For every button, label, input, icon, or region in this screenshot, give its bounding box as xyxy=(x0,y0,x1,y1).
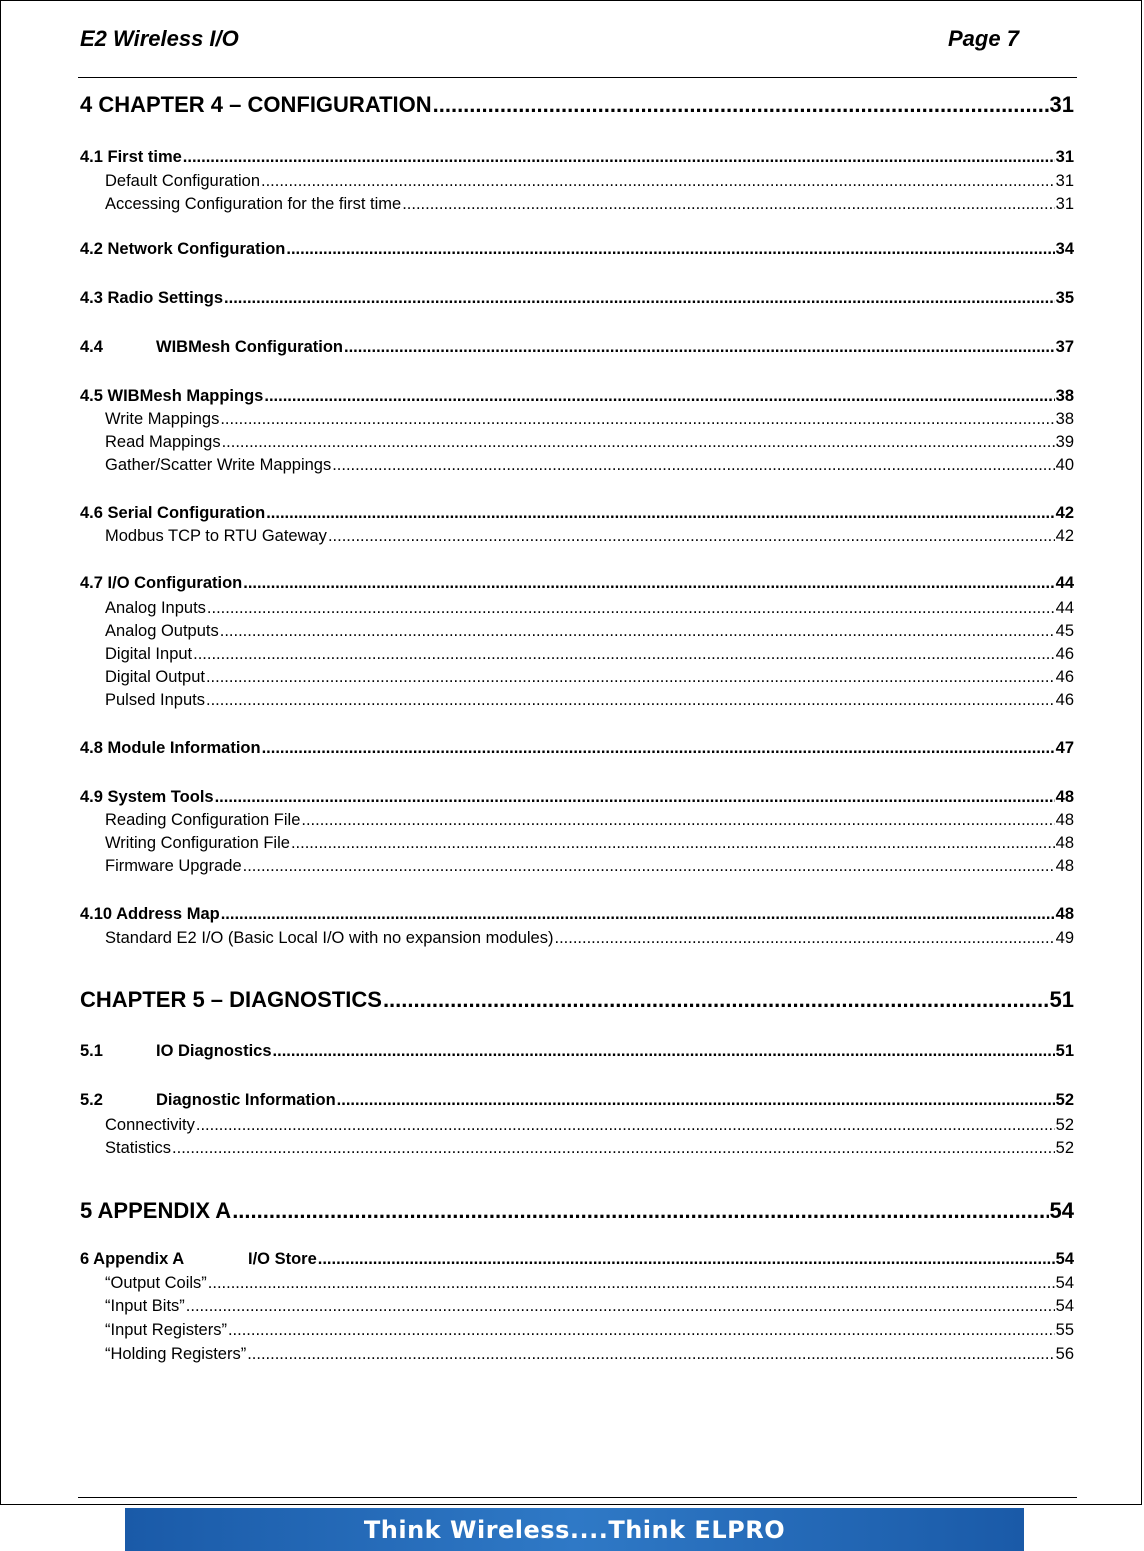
toc-entry-text: 4.6 Serial Configuration xyxy=(80,504,266,522)
toc-entry-text: Digital Output xyxy=(105,668,205,686)
toc-entry-label xyxy=(105,600,206,617)
toc-entry-text: 5 APPENDIX A xyxy=(80,1198,232,1223)
toc-entry-text: Diagnostic Information xyxy=(156,1091,336,1109)
toc-dot-leader xyxy=(207,600,1055,617)
toc-entry[interactable] xyxy=(80,835,1074,852)
toc-entry-page: 42 xyxy=(1055,504,1074,522)
toc-entry-text: “Output Coils” xyxy=(105,1274,207,1292)
toc-entry[interactable] xyxy=(80,692,1074,709)
toc-entry-label xyxy=(105,623,219,640)
footer-banner-text: Think Wireless....Think ELPRO xyxy=(363,1515,786,1544)
toc-entry-page: 54 xyxy=(1055,1250,1074,1268)
toc-entry-text: Accessing Configuration for the first time xyxy=(105,195,402,213)
toc-entry-page: 54 xyxy=(1049,1198,1074,1223)
toc-entry-page: 35 xyxy=(1055,289,1074,307)
toc-entry[interactable] xyxy=(80,1117,1074,1134)
toc-entry-text: 4.7 I/O Configuration xyxy=(80,574,243,592)
toc-entry-text: 4.3 Radio Settings xyxy=(80,289,224,307)
toc-entry-label xyxy=(105,669,205,686)
toc-entry-page: 46 xyxy=(1055,691,1074,709)
toc-entry-text: 4.10 Address Map xyxy=(80,905,220,923)
toc-entry[interactable] xyxy=(80,858,1074,875)
toc-entry-label xyxy=(80,290,223,307)
toc-entry[interactable] xyxy=(80,411,1074,428)
toc-entry[interactable] xyxy=(80,812,1074,829)
toc-entry-label xyxy=(105,858,242,875)
toc-entry-text: Default Configuration xyxy=(105,172,261,190)
toc-entry-label xyxy=(105,1275,207,1292)
toc-entry[interactable] xyxy=(80,1346,1074,1363)
toc-entry-page: 48 xyxy=(1055,834,1074,852)
toc-entry[interactable] xyxy=(80,339,1074,356)
toc-entry-label xyxy=(105,930,553,947)
toc-dot-leader xyxy=(243,575,1054,592)
toc-entry-text: Firmware Upgrade xyxy=(105,857,242,875)
toc-dot-leader xyxy=(402,196,1054,213)
toc-entry-page: 48 xyxy=(1055,857,1074,875)
toc-entry-page: 47 xyxy=(1055,739,1074,757)
toc-dot-leader xyxy=(193,646,1055,663)
toc-entry-label xyxy=(80,339,343,356)
toc-entry-page: 51 xyxy=(1055,1042,1074,1060)
toc-entry-page: 55 xyxy=(1055,1321,1074,1339)
toc-entry[interactable] xyxy=(80,173,1074,190)
toc-entry-page: 42 xyxy=(1055,527,1074,545)
toc-entry-label xyxy=(80,1200,231,1222)
toc-entry[interactable] xyxy=(80,1200,1074,1222)
toc-entry-page: 52 xyxy=(1055,1091,1074,1109)
toc-entry[interactable] xyxy=(80,1251,1074,1268)
toc-entry-page: 52 xyxy=(1055,1116,1074,1134)
toc-entry-label xyxy=(105,646,192,663)
toc-entry[interactable] xyxy=(80,575,1074,592)
toc-dot-leader xyxy=(332,457,1054,474)
toc-entry-text: IO Diagnostics xyxy=(156,1042,272,1060)
toc-entry-label xyxy=(80,789,214,806)
toc-entry-page: 46 xyxy=(1055,668,1074,686)
toc-entry-label xyxy=(105,196,401,213)
toc-entry[interactable] xyxy=(80,1298,1074,1315)
toc-entry-page: 34 xyxy=(1055,240,1074,258)
toc-entry-page: 37 xyxy=(1055,338,1074,356)
toc-dot-leader xyxy=(215,789,1055,806)
toc-dot-leader xyxy=(291,835,1055,852)
toc-entry-text: Writing Configuration File xyxy=(105,834,290,852)
toc-entry[interactable] xyxy=(80,646,1074,663)
toc-entry[interactable] xyxy=(80,290,1074,307)
toc-entry[interactable] xyxy=(80,241,1074,258)
toc-entry-page: 44 xyxy=(1055,574,1074,592)
toc-entry[interactable] xyxy=(80,989,1074,1011)
toc-entry-text: Read Mappings xyxy=(105,433,221,451)
toc-dot-leader xyxy=(206,669,1055,686)
toc-entry-page: 40 xyxy=(1055,456,1074,474)
toc-entry-text: Digital Input xyxy=(105,645,193,663)
toc-dot-leader xyxy=(243,858,1055,875)
header-rule xyxy=(78,77,1077,78)
toc-entry-text: “Input Bits” xyxy=(105,1297,185,1315)
toc-dot-leader xyxy=(220,623,1055,640)
toc-entry-label xyxy=(80,388,263,405)
toc-entry-label xyxy=(105,528,327,545)
toc-entry-label xyxy=(80,94,432,116)
toc-entry-label xyxy=(105,411,219,428)
toc-dot-leader xyxy=(247,1346,1054,1363)
toc-entry-page: 38 xyxy=(1055,387,1074,405)
toc-entry-page: 39 xyxy=(1055,433,1074,451)
toc-entry-page: 44 xyxy=(1055,599,1074,617)
toc-entry-page: 54 xyxy=(1055,1297,1074,1315)
toc-entry-number: 4.4 xyxy=(80,338,103,356)
toc-entry-label xyxy=(105,173,260,190)
toc-entry-label xyxy=(105,434,221,451)
toc-entry-text: Standard E2 I/O (Basic Local I/O with no expansion modules) xyxy=(105,929,554,947)
toc-entry-label xyxy=(80,505,265,522)
toc-dot-leader xyxy=(232,1200,1048,1222)
toc-dot-leader xyxy=(196,1117,1055,1134)
toc-dot-leader xyxy=(208,1275,1055,1292)
toc-entry-label xyxy=(80,575,242,592)
toc-entry-page: 48 xyxy=(1055,788,1074,806)
toc-entry[interactable] xyxy=(80,1092,1074,1109)
toc-dot-leader xyxy=(433,94,1049,116)
toc-entry[interactable] xyxy=(80,457,1074,474)
toc-entry[interactable] xyxy=(80,1275,1074,1292)
toc-dot-leader xyxy=(301,812,1054,829)
toc-dot-leader xyxy=(286,241,1054,258)
toc-dot-leader xyxy=(186,1298,1055,1315)
toc-entry-text: 4.9 System Tools xyxy=(80,788,214,806)
toc-entry-page: 56 xyxy=(1055,1345,1074,1363)
toc-entry-text: 4.8 Module Information xyxy=(80,739,261,757)
toc-entry-text: 4.5 WIBMesh Mappings xyxy=(80,387,264,405)
toc-entry-text: I/O Store xyxy=(248,1250,317,1268)
toc-entry-label xyxy=(105,1140,171,1157)
toc-entry-text: Modbus TCP to RTU Gateway xyxy=(105,527,327,545)
toc-dot-leader xyxy=(220,411,1054,428)
toc-entry-text: Statistics xyxy=(105,1139,172,1157)
document-title: E2 Wireless I/O xyxy=(80,26,239,51)
toc-entry-page: 48 xyxy=(1055,811,1074,829)
toc-dot-leader xyxy=(337,1092,1055,1109)
toc-entry-label xyxy=(105,812,300,829)
toc-dot-leader xyxy=(224,290,1055,307)
toc-entry-text: Analog Outputs xyxy=(105,622,219,640)
toc-dot-leader xyxy=(183,149,1055,166)
toc-entry[interactable] xyxy=(80,94,1074,116)
toc-entry-label xyxy=(80,1092,336,1109)
page-number: Page 7 xyxy=(948,26,1019,51)
toc-dot-leader xyxy=(383,989,1049,1011)
toc-entry-page: 46 xyxy=(1055,645,1074,663)
toc-entry-text: Write Mappings xyxy=(105,410,220,428)
toc-entry-text: Pulsed Inputs xyxy=(105,691,205,709)
toc-entry-page: 31 xyxy=(1049,92,1074,117)
toc-entry[interactable] xyxy=(80,669,1074,686)
toc-entry[interactable] xyxy=(80,930,1074,947)
toc-dot-leader xyxy=(344,339,1055,356)
toc-entry-text: 4 CHAPTER 4 – CONFIGURATION xyxy=(80,92,432,117)
toc-entry-number: 6 Appendix A xyxy=(80,1250,185,1268)
toc-entry-label xyxy=(80,740,261,757)
toc-entry-text: 4.1 First time xyxy=(80,148,182,166)
toc-entry-text: “Holding Registers” xyxy=(105,1345,247,1363)
toc-entry[interactable] xyxy=(80,906,1074,923)
toc-entry-number: 5.1 xyxy=(80,1042,103,1060)
toc-entry[interactable] xyxy=(80,196,1074,213)
toc-entry-label xyxy=(80,989,382,1011)
toc-entry[interactable] xyxy=(80,149,1074,166)
toc-dot-leader xyxy=(266,505,1054,522)
toc-entry-label xyxy=(105,835,290,852)
toc-entry-text: Gather/Scatter Write Mappings xyxy=(105,456,332,474)
toc-entry-label xyxy=(105,1322,227,1339)
toc-entry-label xyxy=(105,457,331,474)
toc-entry-page: 31 xyxy=(1055,172,1074,190)
toc-dot-leader xyxy=(318,1251,1055,1268)
toc-dot-leader xyxy=(264,388,1054,405)
toc-entry-page: 31 xyxy=(1055,195,1074,213)
toc-entry-label xyxy=(80,149,182,166)
toc-entry-page: 48 xyxy=(1055,905,1074,923)
toc-entry-label xyxy=(105,692,205,709)
toc-entry-text: Analog Inputs xyxy=(105,599,206,617)
toc-entry[interactable] xyxy=(80,623,1074,640)
toc-entry-page: 52 xyxy=(1055,1139,1074,1157)
toc-dot-leader xyxy=(222,434,1055,451)
toc-entry[interactable] xyxy=(80,1322,1074,1339)
toc-entry-number: 5.2 xyxy=(80,1091,103,1109)
toc-entry[interactable] xyxy=(80,740,1074,757)
toc-entry-page: 49 xyxy=(1055,929,1074,947)
toc-entry-label xyxy=(105,1346,246,1363)
toc-dot-leader xyxy=(262,740,1055,757)
toc-entry-text: 4.2 Network Configuration xyxy=(80,240,286,258)
toc-entry[interactable] xyxy=(80,1140,1074,1157)
toc-entry-text: WIBMesh Configuration xyxy=(156,338,343,356)
toc-entry-page: 31 xyxy=(1055,148,1074,166)
toc-entry-label xyxy=(105,1298,185,1315)
toc-entry[interactable] xyxy=(80,528,1074,545)
toc-entry[interactable] xyxy=(80,434,1074,451)
toc-dot-leader xyxy=(172,1140,1055,1157)
toc-entry-label xyxy=(105,1117,195,1134)
toc-dot-leader xyxy=(273,1043,1055,1060)
toc-entry-text: “Input Registers” xyxy=(105,1321,227,1339)
toc-entry[interactable] xyxy=(80,388,1074,405)
toc-dot-leader xyxy=(221,906,1055,923)
footer-banner xyxy=(125,1508,1024,1551)
toc-entry-page: 38 xyxy=(1055,410,1074,428)
toc-dot-leader xyxy=(228,1322,1055,1339)
toc-entry-page: 45 xyxy=(1055,622,1074,640)
toc-entry-text: Connectivity xyxy=(105,1116,195,1134)
toc-entry-label xyxy=(80,241,285,258)
toc-dot-leader xyxy=(206,692,1055,709)
toc-entry[interactable] xyxy=(80,505,1074,522)
toc-entry-label xyxy=(80,1043,272,1060)
toc-entry[interactable] xyxy=(80,600,1074,617)
toc-entry-text: Reading Configuration File xyxy=(105,811,301,829)
toc-dot-leader xyxy=(261,173,1055,190)
toc-dot-leader xyxy=(554,930,1054,947)
toc-entry-page: 54 xyxy=(1055,1274,1074,1292)
toc-entry[interactable] xyxy=(80,1043,1074,1060)
footer-rule xyxy=(78,1497,1077,1498)
toc-entry-text: CHAPTER 5 – DIAGNOSTICS xyxy=(80,987,382,1012)
toc-entry-label xyxy=(80,1251,317,1268)
toc-entry-page: 51 xyxy=(1049,987,1074,1012)
toc-entry[interactable] xyxy=(80,789,1074,806)
toc-dot-leader xyxy=(328,528,1055,545)
toc-entry-label xyxy=(80,906,220,923)
